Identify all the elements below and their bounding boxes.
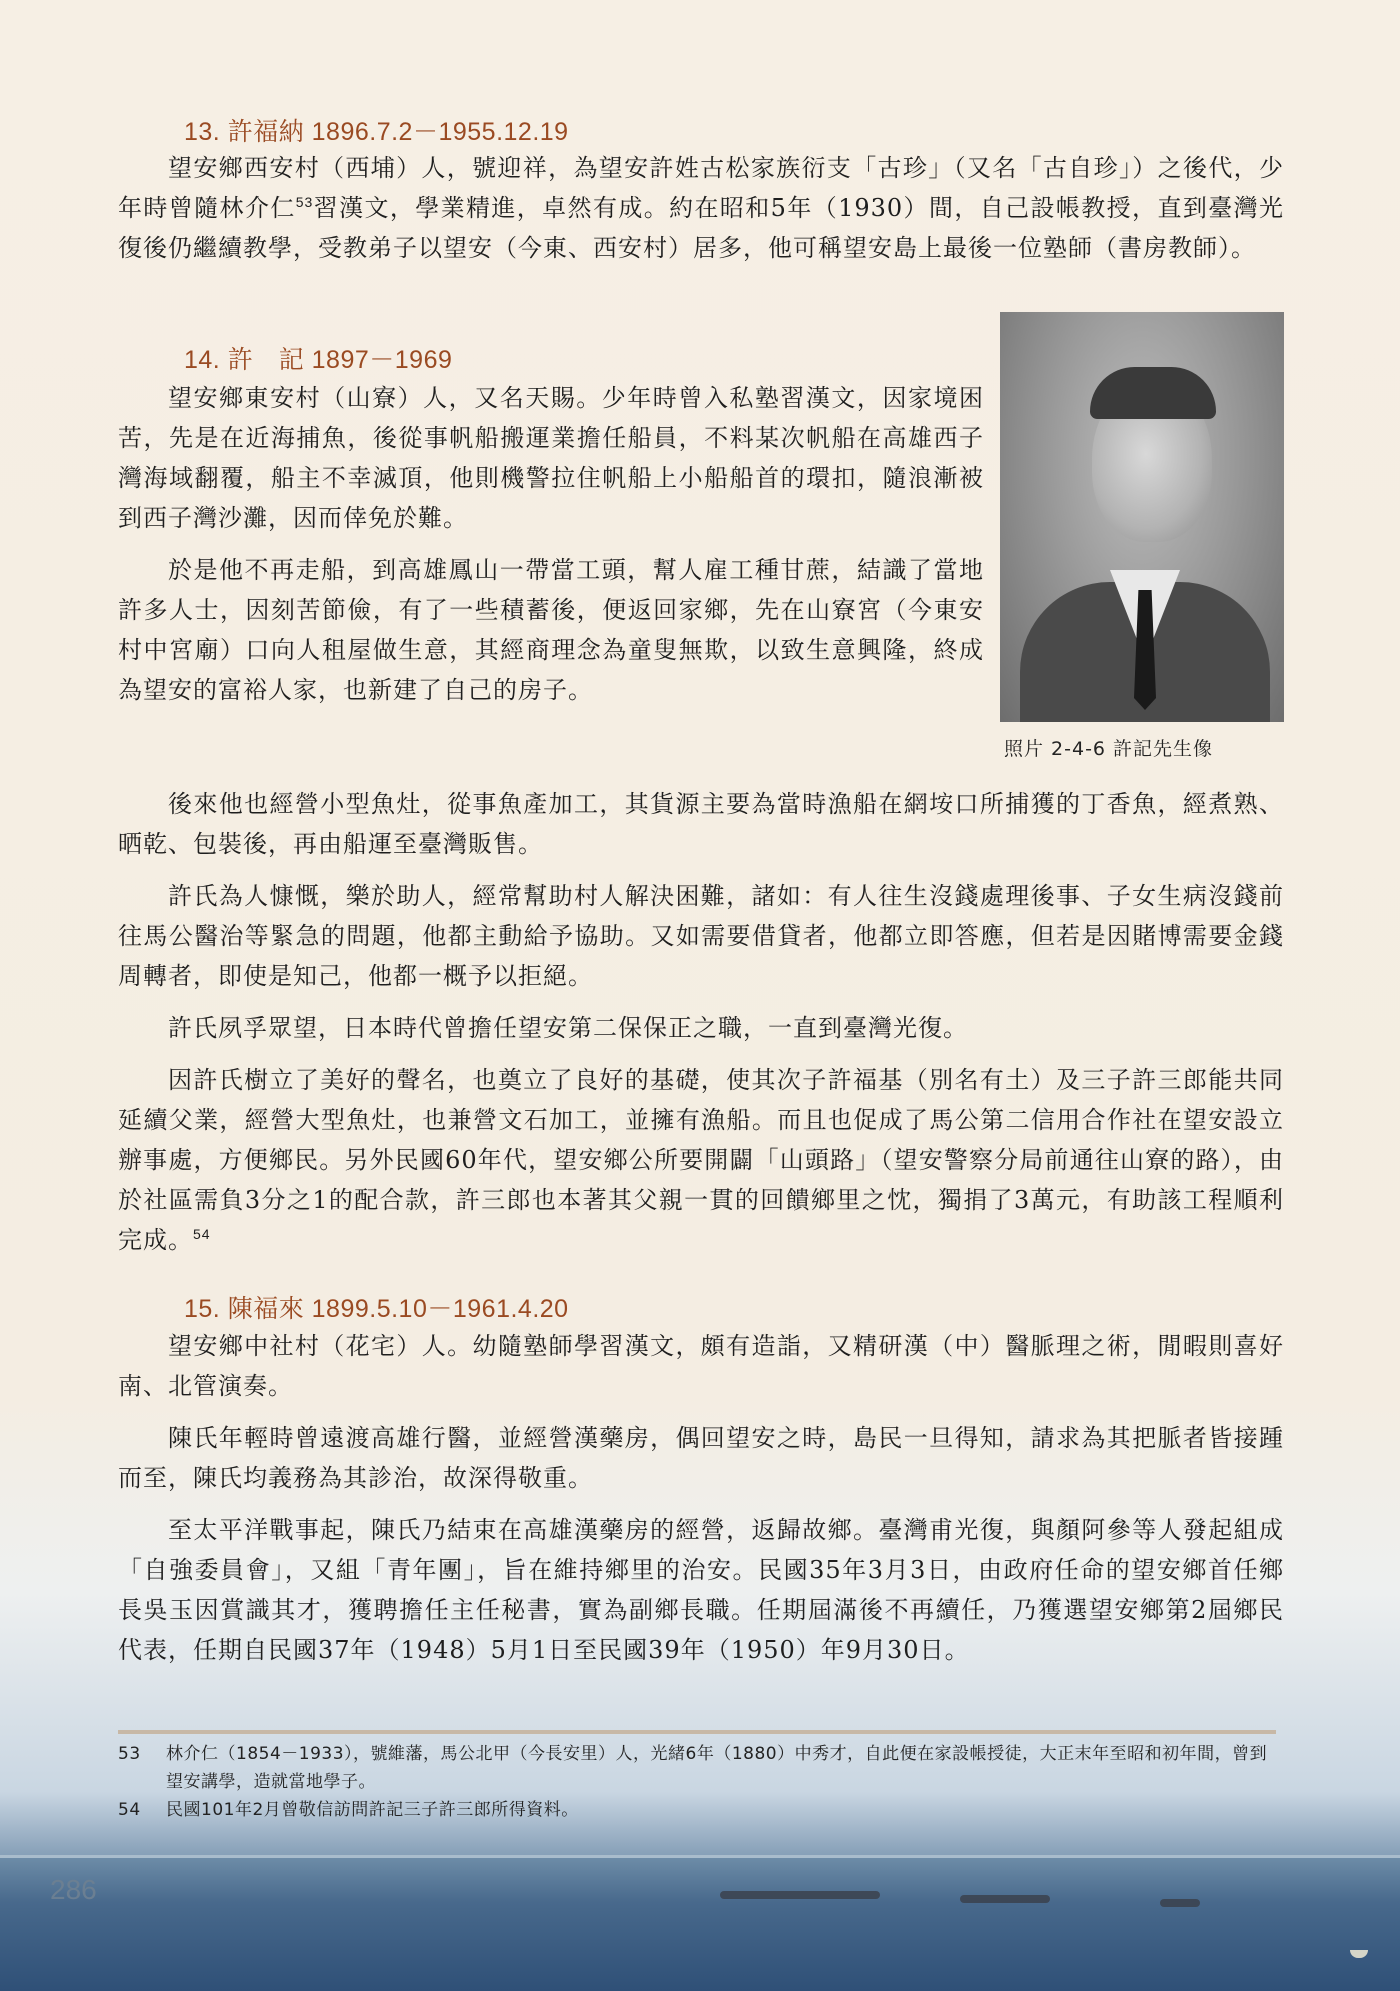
footnote-text: 民國101年2月曾敬信訪問許記三子許三郎所得資料。 bbox=[166, 1800, 579, 1820]
footnote-ref-53[interactable]: 53 bbox=[295, 194, 314, 210]
section-15-heading: 15. 陳福來 1899.5.10－1961.4.20 bbox=[184, 1295, 569, 1323]
paragraph: 望安鄉東安村（山寮）人，又名天賜。少年時曾入私塾習漢文，因家境困苦，先是在近海捕魚，後從事帆船搬運業擔任船員，不料某次帆船在高雄西子灣海域翻覆，船主不幸滅頂，他則機警拉住帆船上小船船首的環扣，隨浪漸被到西子灣沙灘，因而倖免於難。 bbox=[118, 384, 984, 532]
paragraph: 望安鄉中社村（花宅）人。幼隨塾師學習漢文，頗有造詣，又精研漢（中）醫脈理之術，閒暇則喜好南、北管演奏。 bbox=[118, 1332, 1284, 1400]
paragraph-text: 習漢文，學業精進，卓然有成。約在昭和5年（1930）間，自己設帳教授，直到臺灣光復後仍繼續教學，受教弟子以望安（今東、西安村）居多，他可稱望安島上最後一位塾師（書房教師）。 bbox=[118, 194, 1284, 262]
portrait-photo bbox=[1000, 312, 1284, 722]
sea-background bbox=[0, 1855, 1400, 1991]
footnote-divider bbox=[118, 1730, 1276, 1734]
photo-hair bbox=[1090, 367, 1216, 419]
section-14-body-bottom bbox=[118, 784, 1284, 1260]
footnote-53 bbox=[118, 1740, 1278, 1796]
footnote-ref-54[interactable]: 54 bbox=[193, 1226, 211, 1242]
section-15-body bbox=[118, 1326, 1284, 1670]
section-13-body bbox=[118, 148, 1284, 268]
section-14-heading: 14. 許 記 1897－1969 bbox=[184, 346, 453, 374]
paragraph-text: 望安鄉西安村（西埔）人，號迎祥，為望安許姓古松家族衍支「古珍」（又名「古自珍」）之後代，少年時曾隨林介仁 bbox=[118, 154, 1284, 222]
paragraph: 後來他也經營小型魚灶，從事魚產加工，其貨源主要為當時漁船在網垵口所捕獲的丁香魚，經煮熟、晒乾、包裝後，再由船運至臺灣販售。 bbox=[118, 790, 1284, 858]
footnote-number: 54 bbox=[118, 1800, 141, 1820]
paragraph-text: 因許氏樹立了美好的聲名，也奠立了良好的基礎，使其次子許福基（別名有土）及三子許三郎能共同延續父業，經營大型魚灶，也兼營文石加工，並擁有漁船。而且也促成了馬公第二信用合作社在望安設立辦事處，方便鄉民。另外民國60年代，望安鄉公所要開闢「山頭路」（望安警察分局前通往山寮的路），由於社區需負3分之1的配合款，許三郎也本著其父親一貫的回饋鄉里之忱，獨捐了3萬元，有助該工程順利完成。 bbox=[118, 1066, 1284, 1254]
footnote-number: 53 bbox=[118, 1744, 141, 1764]
paragraph: 至太平洋戰事起，陳氏乃結束在高雄漢藥房的經營，返歸故鄉。臺灣甫光復，與顏阿參等人發起組成「自強委員會」，又組「青年團」，旨在維持鄉里的治安。民國35年3月3日，由政府任命的望安鄉首任鄉長吳玉因賞識其才，獲聘擔任主任秘書，實為副鄉長職。任期屆滿後不再續任，乃獲選望安鄉第2屆鄉民代表，任期自民國37年（1948）5月1日至民國39年（1950）年9月30日。 bbox=[118, 1516, 1284, 1664]
paragraph bbox=[118, 1060, 1284, 1260]
paragraph: 於是他不再走船，到高雄鳳山一帶當工頭，幫人雇工種甘蔗，結識了當地許多人士，因刻苦節儉，有了一些積蓄後，便返回家鄉，先在山寮宮（今東安村中宮廟）口向人租屋做生意，其經商理念為童叟無欺，以致生意興隆，終成為望安的富裕人家，也新建了自己的房子。 bbox=[118, 556, 984, 704]
section-13-heading: 13. 許福納 1896.7.2－1955.12.19 bbox=[184, 118, 569, 146]
distant-rock bbox=[720, 1891, 880, 1899]
distant-rock bbox=[1160, 1899, 1200, 1907]
photo-caption: 照片 2-4-6 許記先生像 bbox=[1004, 738, 1214, 760]
distant-rock bbox=[960, 1895, 1050, 1903]
footnote-54 bbox=[118, 1796, 1278, 1824]
paragraph: 陳氏年輕時曾遠渡高雄行醫，並經營漢藥房，偶回望安之時，島民一旦得知，請求為其把脈者皆接踵而至，陳氏均義務為其診治，故深得敬重。 bbox=[118, 1424, 1284, 1492]
page-number: 286 bbox=[50, 1874, 97, 1905]
footnote-text: 林介仁（1854－1933），號維藩，馬公北甲（今長安里）人，光緒6年（1880）中秀才，自此便在家設帳授徒，大正末年至昭和初年間，曾到望安講學，造就當地學子。 bbox=[166, 1744, 1268, 1792]
paragraph: 許氏為人慷慨，樂於助人，經常幫助村人解決困難，諸如：有人往生沒錢處理後事、子女生病沒錢前往馬公醫治等緊急的問題，他都主動給予協助。又如需要借貸者，他都立即答應，但若是因賭博需要金錢周轉者，即使是知己，他都一概予以拒絕。 bbox=[118, 882, 1284, 990]
horizon-line bbox=[0, 1855, 1400, 1858]
paragraph: 許氏夙孚眾望，日本時代曾擔任望安第二保保正之職，一直到臺灣光復。 bbox=[168, 1014, 968, 1042]
section-14-body-top bbox=[118, 378, 984, 710]
paragraph bbox=[118, 148, 1284, 268]
